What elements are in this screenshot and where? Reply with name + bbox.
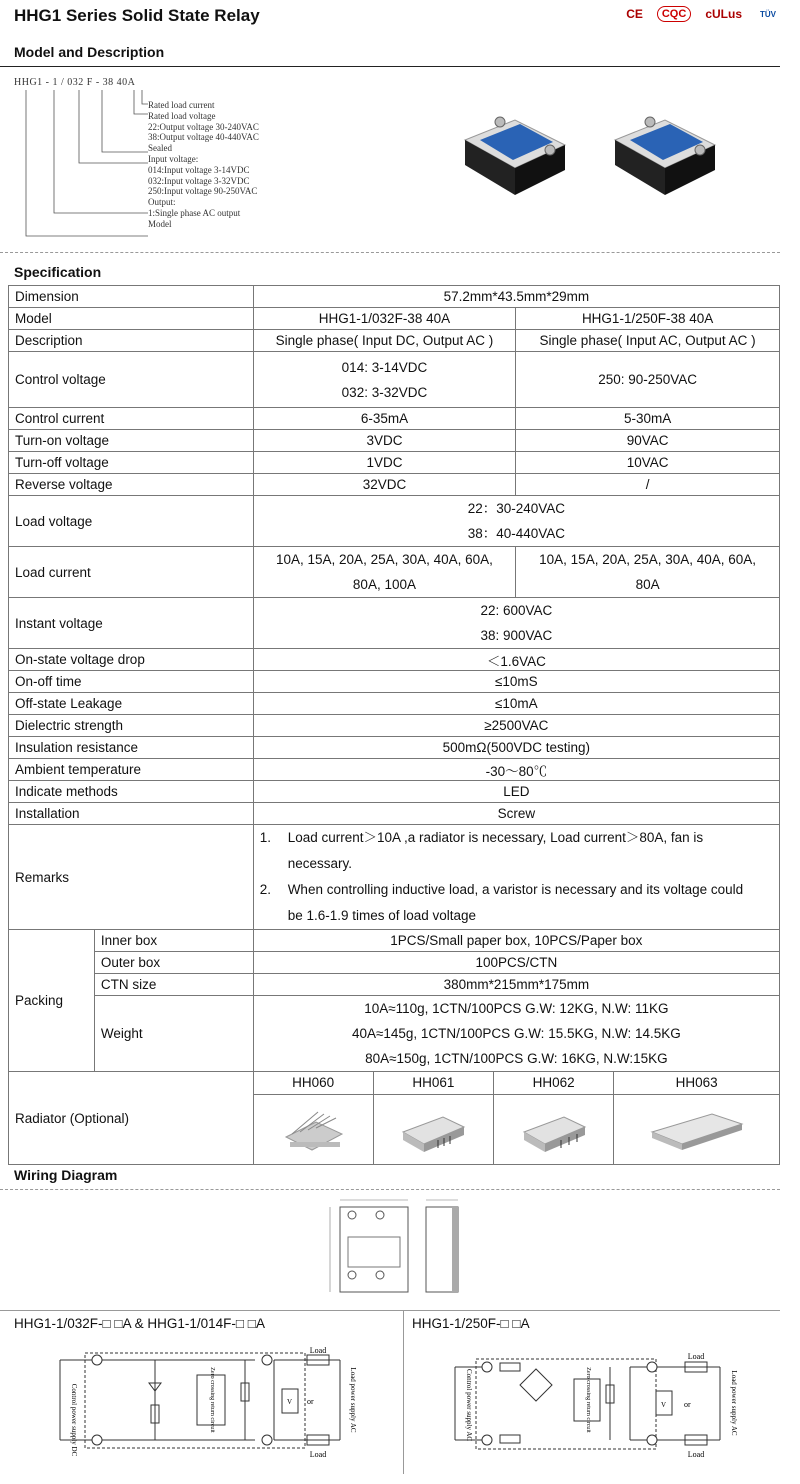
model-section-heading: Model and Description xyxy=(14,44,165,60)
row-label: Control current xyxy=(9,408,254,430)
cell: 32VDC xyxy=(253,474,516,496)
cell: 100PCS/CTN xyxy=(253,952,779,974)
table-row xyxy=(9,598,780,649)
row-label: Radiator (Optional) xyxy=(9,1072,254,1165)
row-sublabel: Outer box xyxy=(94,952,253,974)
row-sublabel: Inner box xyxy=(94,930,253,952)
radiator-model: HH061 xyxy=(373,1072,493,1094)
wiring-right-title: HHG1-1/250F-□ □A xyxy=(412,1316,530,1331)
cell: 380mm*215mm*175mm xyxy=(253,974,779,996)
model-code-brackets xyxy=(14,88,154,243)
remark-text: necessary. xyxy=(287,856,352,871)
table-row xyxy=(9,952,780,974)
legend-line: 22:Output voltage 30-240VAC xyxy=(148,121,259,132)
or-label: or xyxy=(307,1397,314,1406)
cell: 250: 90-250VAC xyxy=(516,352,780,408)
row-sublabel: CTN size xyxy=(94,974,253,996)
divider xyxy=(0,66,780,67)
table-row xyxy=(9,308,780,330)
cell-line: 22: 600VAC xyxy=(480,603,553,618)
cell-line: 38：40-440VAC xyxy=(467,526,565,541)
v-label: V xyxy=(661,1401,667,1409)
wiring-left-title: HHG1-1/032F-□ □A & HHG1-1/014F-□ □A xyxy=(14,1316,265,1331)
ctrl-ac-label: Control power supply AC xyxy=(465,1368,473,1442)
table-row xyxy=(9,330,780,352)
table-row xyxy=(9,1072,780,1165)
cell-line: 22：30-240VAC xyxy=(467,501,565,516)
table-row xyxy=(9,715,780,737)
cell: 10VAC xyxy=(516,452,780,474)
row-label: Installation xyxy=(9,803,254,825)
cell-line: 40A≈145g, 1CTN/100PCS G.W: 15.5KG, N.W: 14.5KG xyxy=(351,1026,681,1041)
legend-line: 032:Input voltage 3-32VDC xyxy=(148,175,250,186)
cell-line: 10A, 15A, 20A, 25A, 30A, 40A, 60A, xyxy=(276,552,493,567)
radiator-image xyxy=(493,1094,613,1164)
cell xyxy=(253,996,779,1072)
cell: 3VDC xyxy=(253,430,516,452)
cell: ≤10mA xyxy=(253,693,779,715)
radiator-image xyxy=(373,1094,493,1164)
table-row xyxy=(9,408,780,430)
row-label: Remarks xyxy=(9,825,254,930)
row-label: On-state voltage drop xyxy=(9,649,254,671)
radiator-image xyxy=(614,1094,779,1164)
zero-crossing-label: Zero crossing return circuit xyxy=(585,1367,591,1433)
divider xyxy=(0,252,780,253)
cell: Single phase( Input DC, Output AC ) xyxy=(253,330,516,352)
heatsink-icon xyxy=(519,1102,589,1157)
or-label: or xyxy=(684,1400,691,1409)
ce-mark-icon: CE xyxy=(626,7,643,21)
heatsink-icon xyxy=(398,1102,468,1157)
remark-text: When controlling inductive load, a varistor is necessary and its voltage could xyxy=(287,882,744,897)
row-label: Reverse voltage xyxy=(9,474,254,496)
cell: 57.2mm*43.5mm*29mm xyxy=(253,286,779,308)
radiator-model: HH062 xyxy=(493,1072,613,1094)
relay-photo-dc xyxy=(455,100,575,200)
row-label: Dimension xyxy=(9,286,254,308)
legend-line: Model xyxy=(148,218,172,229)
row-label: Ambient temperature xyxy=(9,759,254,781)
radiator-image xyxy=(254,1094,374,1164)
legend-line: 1:Single phase AC output xyxy=(148,207,241,218)
spec-table xyxy=(8,285,780,1165)
wiring-heading: Wiring Diagram xyxy=(14,1167,118,1183)
row-label: Insulation resistance xyxy=(9,737,254,759)
cell: Screw xyxy=(253,803,779,825)
model-legend xyxy=(148,100,259,230)
legend-line: Output: xyxy=(148,197,176,208)
table-row xyxy=(9,649,780,671)
ctrl-dc-label: Control power supply DC xyxy=(70,1383,78,1457)
legend-line: Rated load current xyxy=(148,100,215,110)
table-row xyxy=(9,671,780,693)
cell: 1VDC xyxy=(253,452,516,474)
row-label: Description xyxy=(9,330,254,352)
legend-line: 250:Input voltage 90-250VAC xyxy=(148,186,258,197)
table-row xyxy=(9,996,780,1072)
row-label: Model xyxy=(9,308,254,330)
remark-number: 2. xyxy=(259,882,271,897)
remark-text: be 1.6-1.9 times of load voltage xyxy=(287,908,477,923)
cell: 1PCS/Small paper box, 10PCS/Paper box xyxy=(253,930,779,952)
cell xyxy=(253,598,779,649)
divider xyxy=(0,1189,780,1190)
row-label: Indicate methods xyxy=(9,781,254,803)
cell xyxy=(253,547,516,598)
legend-line: 38:Output voltage 40-440VAC xyxy=(148,132,259,143)
cell-line: 80A xyxy=(635,577,660,592)
row-label: Control voltage xyxy=(9,352,254,408)
table-row xyxy=(9,974,780,996)
table-row xyxy=(9,496,780,547)
table-row xyxy=(9,737,780,759)
cell-line: 10A, 15A, 20A, 25A, 30A, 40A, 60A, xyxy=(539,552,757,567)
row-sublabel: Weight xyxy=(94,996,253,1072)
cqc-mark-icon: CQC xyxy=(657,6,691,22)
load-label: Load xyxy=(687,1450,705,1459)
cell: HHG1-1/032F-38 40A xyxy=(253,308,516,330)
table-row xyxy=(9,430,780,452)
table-row xyxy=(9,825,780,930)
ul-mark-icon: cULus xyxy=(705,7,742,21)
cell: -30～80℃ xyxy=(253,759,779,781)
dimension-drawing xyxy=(318,1195,488,1307)
cell: / xyxy=(516,474,780,496)
legend-line: Sealed xyxy=(148,143,172,154)
wiring-circuit-dc xyxy=(45,1345,365,1463)
load-label: Load xyxy=(309,1450,327,1459)
cell: Single phase( Input AC, Output AC ) xyxy=(516,330,780,352)
row-label: Load voltage xyxy=(9,496,254,547)
cell-line: 014: 3-14VDC xyxy=(341,359,428,375)
v-label: V xyxy=(287,1398,293,1406)
table-row xyxy=(9,547,780,598)
cell-line: 032: 3-32VDC xyxy=(341,384,428,400)
row-label: Load current xyxy=(9,547,254,598)
radiator-cell xyxy=(253,1072,779,1165)
row-label: Off-state Leakage xyxy=(9,693,254,715)
load-label: Load xyxy=(309,1346,327,1355)
cell-line: 80A, 100A xyxy=(352,577,416,592)
divider xyxy=(403,1310,404,1474)
cell xyxy=(253,496,779,547)
cell: ＜1.6VAC xyxy=(253,649,779,671)
cell: ≥2500VAC xyxy=(253,715,779,737)
tuv-mark-icon: TÜV xyxy=(760,9,776,19)
spec-heading: Specification xyxy=(14,264,102,280)
table-row xyxy=(9,781,780,803)
divider xyxy=(0,1310,780,1311)
row-label: Packing xyxy=(9,930,95,1072)
radiator-model: HH063 xyxy=(614,1072,779,1094)
page-title: HHG1 Series Solid State Relay xyxy=(14,6,260,25)
remark-text: Load current＞10A ,a radiator is necessary, Load current＞80A, fan is xyxy=(287,830,704,845)
row-label: Turn-on voltage xyxy=(9,430,254,452)
cell: HHG1-1/250F-38 40A xyxy=(516,308,780,330)
remark-item xyxy=(260,877,775,903)
load-supply-label: Load power supply AC xyxy=(349,1367,357,1433)
cell-line: 38: 900VAC xyxy=(480,628,553,643)
legend-line: 014:Input voltage 3-14VDC xyxy=(148,164,250,175)
legend-line: Input voltage: xyxy=(148,153,199,164)
radiator-table xyxy=(254,1072,779,1164)
cell xyxy=(253,352,516,408)
heatsink-icon xyxy=(647,1102,747,1157)
heatsink-icon xyxy=(278,1102,348,1157)
row-label: Turn-off voltage xyxy=(9,452,254,474)
row-label: On-off time xyxy=(9,671,254,693)
model-code: HHG1 - 1 / 032 F - 38 40A xyxy=(14,77,136,88)
row-label: Dielectric strength xyxy=(9,715,254,737)
cell: 5-30mA xyxy=(516,408,780,430)
relay-photo-ac xyxy=(605,100,725,200)
load-supply-label: Load power supply AC xyxy=(730,1370,738,1436)
remarks-cell xyxy=(253,825,779,930)
cell: ≤10mS xyxy=(253,671,779,693)
cell: 500mΩ(500VDC testing) xyxy=(253,737,779,759)
row-label: Instant voltage xyxy=(9,598,254,649)
table-row xyxy=(9,759,780,781)
table-row xyxy=(9,286,780,308)
remark-item xyxy=(260,825,775,851)
cell-line: 80A≈150g, 1CTN/100PCS G.W: 16KG, N.W:15KG xyxy=(365,1051,668,1066)
cell-line: 10A≈110g, 1CTN/100PCS G.W: 12KG, N.W: 11KG xyxy=(364,1001,669,1016)
legend-line: Rated load voltage xyxy=(148,110,216,121)
load-label: Load xyxy=(687,1352,705,1361)
zero-crossing-label: Zero crossing return circuit xyxy=(209,1367,215,1433)
table-row xyxy=(9,452,780,474)
cell: 90VAC xyxy=(516,430,780,452)
radiator-model: HH060 xyxy=(254,1072,374,1094)
certification-logos xyxy=(622,6,780,22)
table-row xyxy=(9,930,780,952)
table-row xyxy=(9,352,780,408)
cell: LED xyxy=(253,781,779,803)
wiring-circuit-ac xyxy=(440,1345,760,1463)
cell: 6-35mA xyxy=(253,408,516,430)
table-row xyxy=(9,474,780,496)
cell xyxy=(516,547,780,598)
remark-number: 1. xyxy=(259,830,271,845)
table-row xyxy=(9,693,780,715)
table-row xyxy=(9,803,780,825)
